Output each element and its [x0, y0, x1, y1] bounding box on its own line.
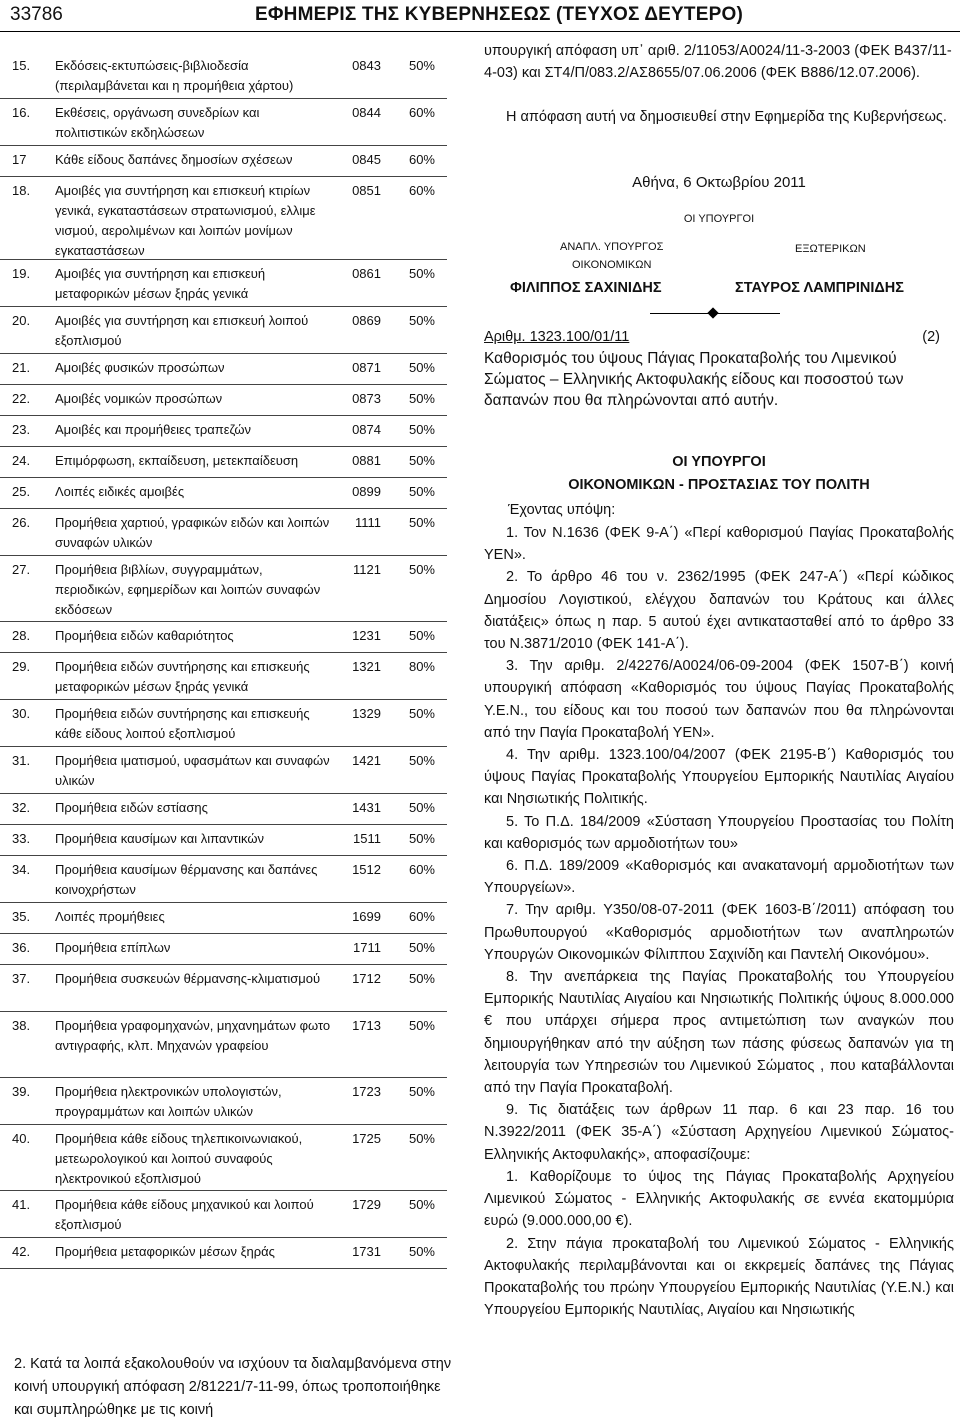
table-row: [0, 622, 447, 653]
row-number: 36.: [12, 940, 31, 955]
row-number: 21.: [12, 360, 31, 375]
row-code: 1729: [352, 1197, 381, 1212]
row-description: Προμήθεια κάθε είδους τηλεπικοινωνιακού, μετεωρολογικού και λοιπού συναφούς ηλεκτρονικού εξοπλισμού: [55, 1131, 303, 1186]
place-date: Αθήνα, 6 Οκτωβρίου 2011: [632, 174, 806, 191]
table-row: [0, 447, 447, 478]
row-description: Εκδόσεις-εκτυπώσεις-βιβλιοδεσία (περιλαμβάνεται και η προμήθεια χάρτου): [55, 58, 294, 93]
page-header: [0, 0, 960, 32]
row-code: 1231: [352, 628, 381, 643]
row-description: Προμήθεια μεταφορικών μέσων ξηράς: [55, 1244, 275, 1259]
row-description: Προμήθεια ειδών καθαριότητος: [55, 628, 234, 643]
row-percentage: 50%: [408, 753, 435, 768]
table-row: [0, 856, 447, 903]
row-description: Αμοιβές για συντήρηση και επισκευή λοιπού εξοπλισμού: [55, 313, 309, 348]
row-percentage: 60%: [408, 152, 435, 167]
header-divider: [0, 31, 960, 32]
row-code: 1725: [352, 1131, 381, 1146]
row-number: 23.: [12, 422, 31, 437]
row-description: Προμήθεια ειδών συντήρησης και επισκευής κάθε είδους λοιπού εξοπλισμού: [55, 706, 310, 741]
row-description: Αμοιβές για συντήρηση και επισκευή κτιρίων γενικά, εγκαταστάσεων στρατωνισμού, ελλιμε νισμού, αερολιμένων και λοιπών μονίμων εγκαταστάσεων: [55, 183, 316, 258]
row-percentage: 50%: [408, 58, 435, 73]
table-row: [0, 747, 447, 794]
row-code: 0881: [352, 453, 381, 468]
table-row: [0, 354, 447, 385]
table-row: [0, 794, 447, 825]
row-number: 40.: [12, 1131, 31, 1146]
consideration-paragraph: 1. Τον Ν.1636 (ΦΕΚ 9-Α΄) «Περί καθορισμού Παγίας Προκαταβολής ΥΕΝ».: [484, 525, 954, 564]
left-footer-paragraph: 2. Κατά τα λοιπά εξακολουθούν να ισχύουν τα διαλαμβανόμενα στην κοινή υπουργική απόφαση 2/81221/7-11-99, όπως τροποποιήθηκε και συμπληρώθηκε με τις κοινή: [14, 1356, 452, 1418]
row-number: 15.: [12, 58, 31, 73]
row-percentage: 50%: [408, 484, 435, 499]
row-number: 19.: [12, 266, 31, 281]
row-percentage: 50%: [408, 1018, 435, 1033]
row-code: 0871: [352, 360, 381, 375]
gazette-title: ΕΦΗΜΕΡΙΣ ΤΗΣ ΚΥΒΕΡΝΗΣΕΩΣ (ΤΕΥΧΟΣ ΔΕΥΤΕΡΟ): [255, 4, 743, 25]
row-code: 0861: [352, 266, 381, 281]
row-percentage: 50%: [408, 628, 435, 643]
row-description: Προμήθεια βιβλίων, συγγραμμάτων, περιοδικών, εφημερίδων και λοιπών συναφών εκδόσεων: [55, 562, 321, 617]
diamond-ornament: [707, 307, 718, 318]
row-description: Προμήθεια γραφομηχανών, μηχανημάτων φωτο αντιγραφής, κλπ. Μηχανών γραφείου: [55, 1018, 331, 1053]
table-row: [0, 903, 447, 934]
row-code: 1421: [352, 753, 381, 768]
row-code: 1713: [352, 1018, 381, 1033]
row-description: Αμοιβές νομικών προσώπων: [55, 391, 223, 406]
row-code: 1723: [352, 1084, 381, 1099]
table-row: [0, 965, 447, 1012]
row-description: Προμήθεια χαρτιού, γραφικών ειδών και λοιπών συναφών υλικών: [55, 515, 330, 550]
row-description: Αμοιβές για συντήρηση και επισκευή μεταφορικών μέσων ξηράς γενικά: [55, 266, 266, 301]
considering-label: Έχοντας υπόψη:: [508, 502, 616, 518]
row-number: 20.: [12, 313, 31, 328]
row-percentage: 60%: [408, 862, 435, 877]
row-description: Προμήθεια επίπλων: [55, 940, 171, 955]
row-percentage: 50%: [408, 971, 435, 986]
row-code: 1699: [352, 909, 381, 924]
row-percentage: 50%: [408, 1197, 435, 1212]
table-row: [0, 1238, 447, 1269]
row-description: Αμοιβές φυσικών προσώπων: [55, 360, 225, 375]
row-percentage: 60%: [408, 183, 435, 198]
table-row: [0, 177, 447, 260]
row-percentage: 50%: [408, 940, 435, 955]
row-percentage: 50%: [408, 360, 435, 375]
deputy-finance-title: [560, 238, 720, 274]
consideration-paragraph: 8. Την ανεπάρκεια της Παγίας Προκαταβολής του Υπουργείου Εμπορικής Ναυτιλίας Αιγαίου και Νησιωτικής Πολιτικής ύψους 8.000.000 € που υπάρχει σήμερα προς αντιμετώπιση των αναγκών που δημιουργήθηκαν από την αύξηση των πάσης φύσεως δαπανών για τη λειτουργία των Υπηρεσιών του Λιμενικού Σώματος , που καταβάλλονται από την Παγία Προκαταβολή.: [484, 969, 954, 1097]
row-code: 1121: [353, 562, 381, 577]
row-code: 0869: [352, 313, 381, 328]
row-code: 1711: [353, 940, 381, 955]
expense-table: [0, 52, 447, 1269]
table-row: [0, 260, 447, 307]
publish-paragraph: Η απόφαση αυτή να δημοσιευθεί στην Εφημερίδα της Κυβερνήσεως.: [506, 109, 947, 125]
table-row: [0, 478, 447, 509]
row-percentage: 50%: [408, 313, 435, 328]
row-number: 29.: [12, 659, 31, 674]
consideration-paragraph: 3. Την αριθμ. 2/42276/Α0024/06-09-2004 (ΦΕΚ 1507-Β΄) κοινή υπουργική απόφαση «Καθορισμός του ύψους Παγίας Προκαταβολής Υ.Ε.Ν., του είδους και του ποσού των δαπανών που θα πληρώνονται από την Παγία Προκαταβολή ΥΕΝ».: [484, 658, 954, 741]
considerations-list: [484, 522, 954, 1321]
row-number: 22.: [12, 391, 31, 406]
table-row: [0, 416, 447, 447]
row-description: Λοιπές ειδικές αμοιβές: [55, 484, 185, 499]
row-description: Προμήθεια ειδών συντήρησης και επισκευής μεταφορικών μέσων ξηράς γενικά: [55, 659, 310, 694]
row-number: 33.: [12, 831, 31, 846]
ministers-heading: ΟΙ ΥΠΟΥΡΓΟΙ: [672, 454, 766, 470]
table-row: [0, 1078, 447, 1125]
table-row: [0, 509, 447, 556]
row-number: 31.: [12, 753, 31, 768]
row-number: 32.: [12, 800, 31, 815]
row-number: 17: [12, 152, 27, 167]
row-code: 0874: [352, 422, 381, 437]
row-description: Προμήθεια καυσίμων και λιπαντικών: [55, 831, 264, 846]
consideration-paragraph: 6. Π.Δ. 189/2009 «Καθορισμός και ανακατανομή αρμοδιοτήτων των Υπουργείων».: [484, 858, 954, 897]
row-description: Προμήθεια ειδών εστίασης: [55, 800, 208, 815]
row-code: 0899: [352, 484, 381, 499]
row-number: 42.: [12, 1244, 31, 1259]
row-percentage: 50%: [408, 422, 435, 437]
row-number: 35.: [12, 909, 31, 924]
page-number: 33786: [10, 4, 63, 25]
table-row: [0, 385, 447, 416]
row-description: Επιμόρφωση, εκπαίδευση, μετεκπαίδευση: [55, 453, 299, 468]
ministries-heading: ΟΙΚΟΝΟΜΙΚΩΝ - ΠΡΟΣΤΑΣΙΑΣ ΤΟΥ ΠΟΛΙΤΗ: [568, 477, 870, 493]
row-number: 16.: [12, 105, 31, 120]
row-number: 37.: [12, 971, 31, 986]
table-row: [0, 556, 447, 622]
row-description: Εκθέσεις, οργάνωση συνεδρίων και πολιτιστικών εκδηλώσεων: [55, 105, 260, 140]
row-code: 1712: [352, 971, 381, 986]
row-number: 27.: [12, 562, 31, 577]
row-number: 39.: [12, 1084, 31, 1099]
decision-number: Αριθμ. 1323.100/01/11: [484, 329, 630, 345]
row-code: 0843: [352, 58, 381, 73]
row-code: 1321: [352, 659, 381, 674]
table-row: [0, 307, 447, 354]
row-percentage: 50%: [408, 706, 435, 721]
deputy-finance-line1: ΑΝΑΠΛ. ΥΠΟΥΡΓΟΣ: [560, 241, 664, 253]
row-description: Αμοιβές και προμήθειες τραπεζών: [55, 422, 252, 437]
consideration-paragraph: 2. Το άρθρο 46 του ν. 2362/1995 (ΦΕΚ 247-Α΄) «Περί κώδικος Δημοσίου Λογιστικού, ελέγχου δαπανών του Κράτους και άλλες διατάξεις» όπως η παρ. 5 αυτού έχει αντικατασταθεί από το άρθρο 33 του Ν.3871/2010 (ΦΕΚ 141-Α΄).: [484, 569, 954, 653]
row-percentage: 50%: [408, 831, 435, 846]
row-percentage: 50%: [408, 453, 435, 468]
row-description: Προμήθεια καυσίμων θέρμανσης και δαπάνες κοινοχρήστων: [55, 862, 318, 897]
signer-finance: ΦΙΛΙΠΠΟΣ ΣΑΧΙΝΙΔΗΣ: [510, 280, 662, 296]
row-number: 24.: [12, 453, 31, 468]
row-description: Κάθε είδους δαπάνες δημοσίων σχέσεων: [55, 152, 293, 167]
consideration-paragraph: 5. Το Π.Δ. 184/2009 «Σύσταση Υπουργείου Προστασίας του Πολίτη και καθορισμός των αρμοδιοτήτων του»: [484, 813, 954, 852]
table-row: [0, 1191, 447, 1238]
row-number: 18.: [12, 183, 31, 198]
consideration-paragraph: 9. Τις διατάξεις των άρθρων 11 παρ. 6 και 23 παρ. 16 του Ν.3922/2011 (ΦΕΚ 35-Α΄) «Σύσταση Αρχηγείου Λιμενικού Σώματος- Ελληνικής Ακτοφυλακής», αποφασίζουμε:: [484, 1102, 954, 1163]
row-percentage: 50%: [408, 562, 435, 577]
row-percentage: 60%: [408, 105, 435, 120]
table-row: [0, 825, 447, 856]
consideration-paragraph: 2. Στην πάγια προκαταβολή του Λιμενικού Σώματος - Ελληνικής Ακτοφυλακής περιλαμβάνονται και οι εκκρεμείς δαπάνες της Πάγιας Προκαταβολής του πρώην Υπουργείου Εμπορικής Ναυτιλίας (Υ.Ε.Ν.) και Υπουργείου Εμπορικής Ναυτιλίας, Αιγαίου και Νησιωτικής: [484, 1235, 954, 1319]
row-description: Προμήθεια ηλεκτρονικών υπολογιστών, προγραμμάτων και λοιπών υλικών: [55, 1084, 282, 1119]
foreign-affairs-title: ΕΞΩΤΕΡΙΚΩΝ: [795, 243, 866, 255]
row-number: 34.: [12, 862, 31, 877]
signer-foreign: ΣΤΑΥΡΟΣ ΛΑΜΠΡΙΝΙΔΗΣ: [735, 280, 904, 296]
row-number: 30.: [12, 706, 31, 721]
row-description: Προμήθεια συσκευών θέρμανσης-κλιματισμού: [55, 971, 321, 986]
row-code: 0873: [352, 391, 381, 406]
consideration-paragraph: 4. Την αριθμ. 1323.100/04/2007 (ΦΕΚ 2195-Β΄) Καθορισμός του ύψους Παγίας Προκαταβολής Υπουργείου Εμπορικής Ναυτιλίας Αιγαίου και Νησιωτικής Πολιτικής.: [484, 747, 954, 808]
decision-index: (2): [922, 329, 940, 345]
decision-number-line: [484, 326, 954, 348]
ministers-label: ΟΙ ΥΠΟΥΡΓΟΙ: [683, 213, 755, 225]
consideration-paragraph: 1. Καθορίζουμε το ύψος της Πάγιας Προκαταβολής Αρχηγείου Λιμενικού Σώματος - Ελληνικής Ακτοφυλακής σε εννέα εκατομμύρια ευρώ (9.000.000,00 €).: [484, 1168, 954, 1230]
row-percentage: 50%: [408, 1131, 435, 1146]
row-number: 41.: [12, 1197, 31, 1212]
intro-paragraph: υπουργική απόφαση υπ᾽ αριθ. 2/11053/Α0024/11-3-2003 (ΦΕΚ Β437/11-4-03) και ΣΤ4/Π/083.2/ΑΣ8655/07.06.2006 (ΦΕΚ Β886/12.07.2006).: [484, 43, 952, 81]
row-code: 1511: [353, 831, 381, 846]
row-percentage: 50%: [408, 800, 435, 815]
table-row: [0, 700, 447, 747]
row-percentage: 50%: [408, 515, 435, 530]
row-percentage: 50%: [408, 1084, 435, 1099]
row-percentage: 50%: [408, 391, 435, 406]
consideration-paragraph: 7. Την αριθμ. Υ350/08-07-2011 (ΦΕΚ 1603-Β΄/2011) απόφαση του Πρωθυπουργού «Καθορισμός αρμοδιοτήτων των αναπληρωτών Υπουργών Οικονομικών Φίλιππου Σαχινίδη και Παντελή Οικονόμου».: [484, 902, 954, 963]
table-row: [0, 99, 447, 146]
row-percentage: 80%: [408, 659, 435, 674]
row-code: 1111: [354, 515, 381, 530]
table-row: [0, 653, 447, 700]
row-number: 38.: [12, 1018, 31, 1033]
row-code: 0844: [352, 105, 381, 120]
deputy-finance-line2: ΟΙΚΟΝΟΜΙΚΩΝ: [572, 259, 652, 271]
table-row: [0, 52, 447, 99]
row-number: 28.: [12, 628, 31, 643]
table-row: [0, 934, 447, 965]
row-description: Προμήθεια ιματισμού, υφασμάτων και συναφών υλικών: [55, 753, 330, 788]
table-row: [0, 146, 447, 177]
row-percentage: 50%: [408, 1244, 435, 1259]
row-percentage: 50%: [408, 266, 435, 281]
row-percentage: 60%: [408, 909, 435, 924]
row-description: Λοιπές προμήθειες: [55, 909, 165, 924]
row-code: 1512: [352, 862, 381, 877]
row-code: 1731: [352, 1244, 381, 1259]
row-code: 0845: [352, 152, 381, 167]
row-code: 0851: [352, 183, 381, 198]
row-code: 1431: [352, 800, 381, 815]
table-row: [0, 1012, 447, 1078]
row-description: Προμήθεια κάθε είδους μηχανικού και λοιπού εξοπλισμού: [55, 1197, 314, 1232]
row-code: 1329: [352, 706, 381, 721]
decision-title: Καθορισμός του ύψους Πάγιας Προκαταβολής του Λιμενικού Σώματος – Ελληνικής Ακτοφυλακής είδους και ποσοστού των δαπανών που θα πληρώνονται από αυτήν.: [484, 350, 904, 409]
row-number: 26.: [12, 515, 31, 530]
table-row: [0, 1125, 447, 1191]
row-number: 25.: [12, 484, 31, 499]
